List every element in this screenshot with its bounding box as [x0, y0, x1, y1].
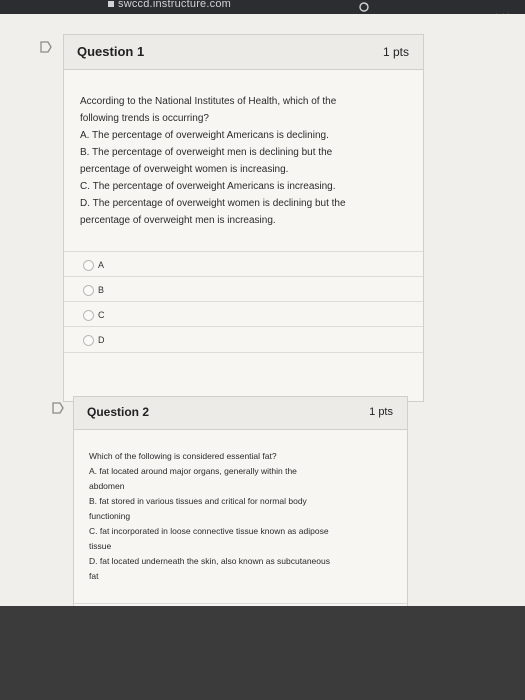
question-text-line: functioning	[89, 511, 131, 521]
option-label: B	[98, 285, 105, 295]
question-text-line: C. The percentage of overweight Americans is increasing.	[80, 181, 336, 192]
question-1-points: 1 pts	[382, 45, 409, 59]
question-text-line: According to the National Institutes of Health, which of the	[80, 96, 337, 107]
question-2-header	[74, 397, 407, 430]
question-text-line: A. fat located around major organs, generally within the	[89, 466, 297, 476]
question-text-line: D. The percentage of overweight women is declining but the	[80, 198, 346, 209]
question-text-line: fat	[89, 571, 99, 581]
question-text-line: D. fat located underneath the skin, also known as subcutaneous	[89, 556, 330, 566]
question-2-text	[89, 449, 330, 584]
question-text-line: C. fat incorporated in loose connective tissue known as adipose	[89, 526, 329, 536]
radio-c[interactable]	[83, 310, 94, 321]
flag-question-1-icon[interactable]	[39, 41, 53, 53]
question-1-text	[80, 93, 346, 229]
answer-option-b[interactable]	[64, 276, 423, 302]
question-text-line: following trends is occurring?	[80, 113, 209, 124]
flag-question-2-icon[interactable]	[51, 402, 65, 414]
question-text-line: B. The percentage of overweight men is declining but the	[80, 147, 333, 158]
question-text-line: A. The percentage of overweight Americans is declining.	[80, 130, 329, 141]
question-text-line: percentage of overweight men is increasing.	[80, 215, 276, 226]
url-text[interactable]	[108, 0, 231, 10]
question-1-header	[64, 35, 423, 70]
lock-icon	[108, 1, 114, 7]
question-text-line: percentage of overweight women is increasing.	[80, 164, 289, 175]
question-2-points: 1 pts	[369, 406, 393, 418]
screen-bezel	[0, 606, 525, 700]
question-1-card	[63, 34, 424, 402]
question-2-title: Question 2	[87, 405, 150, 419]
radio-a[interactable]	[83, 260, 94, 271]
question-1-title: Question 1	[77, 44, 145, 59]
radio-d[interactable]	[83, 335, 94, 346]
question-text-line: tissue	[89, 541, 112, 551]
question-text-line: Which of the following is considered essential fat?	[89, 451, 277, 461]
browser-address-bar[interactable]	[0, 0, 525, 14]
option-label: A	[98, 260, 105, 270]
answer-option-d[interactable]	[64, 326, 423, 353]
question-2-card	[73, 396, 408, 613]
quiz-page	[0, 14, 525, 606]
question-text-line: B. fat stored in various tissues and critical for normal body	[89, 496, 307, 506]
answer-option-c[interactable]	[64, 301, 423, 327]
reload-icon[interactable]	[358, 1, 370, 13]
radio-b[interactable]	[83, 285, 94, 296]
url-label: swccd.instructure.com	[118, 0, 232, 10]
question-text-line: abdomen	[89, 481, 125, 491]
answer-option-a[interactable]	[64, 251, 423, 277]
option-label: D	[98, 335, 105, 345]
option-label: C	[98, 310, 105, 320]
